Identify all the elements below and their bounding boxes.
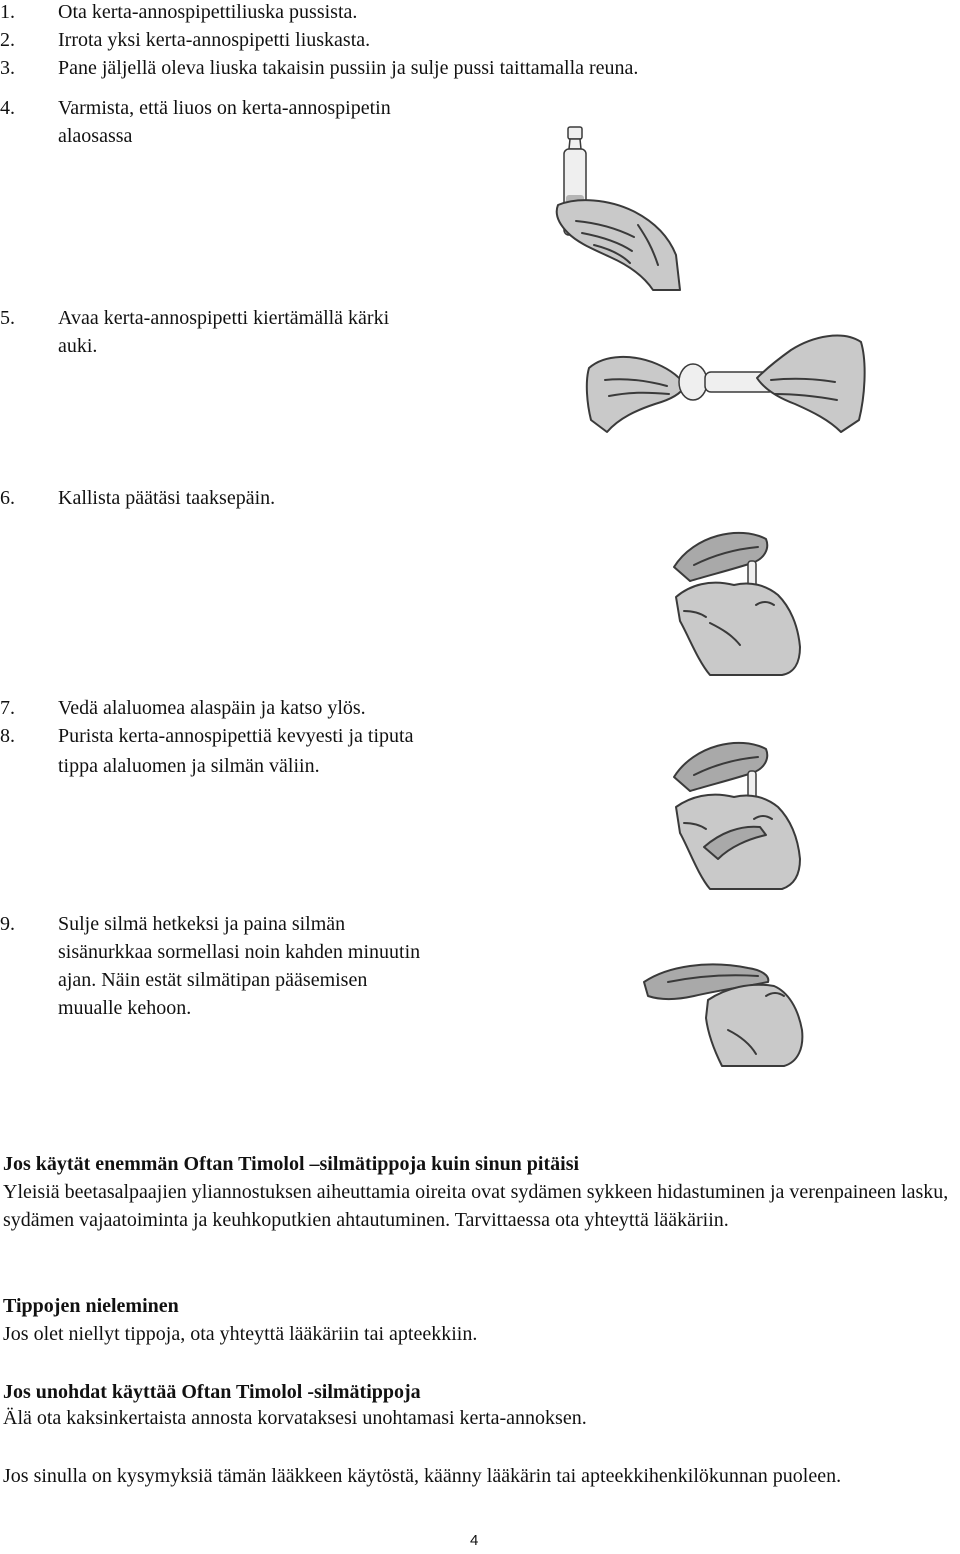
- step-number: 3.: [0, 57, 15, 79]
- section-heading: Jos unohdat käyttää Oftan Timolol -silmätippoja: [3, 1381, 421, 1403]
- step-number: 7.: [0, 697, 15, 719]
- step-text: Irrota yksi kerta-annospipetti liuskasta.: [58, 29, 371, 51]
- closing-note: Jos sinulla on kysymyksiä tämän lääkkeen käytöstä, käänny lääkärin tai apteekkihenkilökunnan puoleen.: [3, 1465, 842, 1487]
- head-tilted-back-illustration: [670, 525, 810, 675]
- section-heading: Jos käytät enemmän Oftan Timolol –silmätippoja kuin sinun pitäisi: [3, 1153, 580, 1175]
- step-number: 1.: [0, 1, 15, 23]
- drop-into-eye-illustration: [670, 735, 810, 890]
- step-text-line-1: Varmista, että liuos on kerta-annospipetin: [58, 97, 391, 119]
- step-text: Vedä alaluomea alaspäin ja katso ylös.: [58, 697, 366, 719]
- step-number: 5.: [0, 307, 15, 329]
- step-text: Kallista päätäsi taaksepäin.: [58, 487, 276, 509]
- step-number: 2.: [0, 29, 15, 51]
- step-text-line-2: sisänurkkaa sormellasi noin kahden minuutin: [58, 941, 421, 963]
- step-text: Ota kerta-annospipettiliuska pussista.: [58, 1, 358, 23]
- step-text-line-2: alaosassa: [58, 125, 133, 147]
- section-heading: Tippojen nieleminen: [3, 1295, 179, 1317]
- step-number: 8.: [0, 725, 15, 747]
- hand-holding-pipette-illustration: [548, 125, 688, 295]
- section-body: Yleisiä beetasalpaajien yliannostuksen aiheuttamia oireita ovat sydämen sykkeen hidastuminen ja verenpaineen lasku, sydämen vajaatoiminta ja keuhkoputkien ahtautuminen. Tarvittaessa ota yhteyttä lääkäriin.: [3, 1181, 949, 1231]
- step-number: 9.: [0, 913, 15, 935]
- step-text-line-1: Purista kerta-annospipettiä kevyesti ja tiputa: [58, 725, 414, 747]
- step-text: Pane jäljellä oleva liuska takaisin pussiin ja sulje pussi taittamalla reuna.: [58, 57, 639, 79]
- step-text-line-4: muualle kehoon.: [58, 997, 192, 1019]
- section-body: Älä ota kaksinkertaista annosta korvataksesi unohtamasi kerta-annoksen.: [3, 1407, 587, 1429]
- step-text-line-3: ajan. Näin estät silmätipan pääsemisen: [58, 969, 368, 991]
- step-text-line-1: Sulje silmä hetkeksi ja paina silmän: [58, 913, 346, 935]
- page-number: 4: [470, 1532, 479, 1549]
- section-body: Jos olet niellyt tippoja, ota yhteyttä lääkäriin tai apteekkiin.: [3, 1323, 478, 1345]
- step-text-line-1: Avaa kerta-annospipetti kiertämällä kärki: [58, 307, 390, 329]
- twist-open-pipette-illustration: [585, 320, 865, 440]
- step-number: 6.: [0, 487, 15, 509]
- press-eye-corner-illustration: [638, 938, 808, 1068]
- step-number: 4.: [0, 97, 15, 119]
- step-text-line-2: tippa alaluomen ja silmän väliin.: [58, 755, 320, 777]
- step-text-line-2: auki.: [58, 335, 98, 357]
